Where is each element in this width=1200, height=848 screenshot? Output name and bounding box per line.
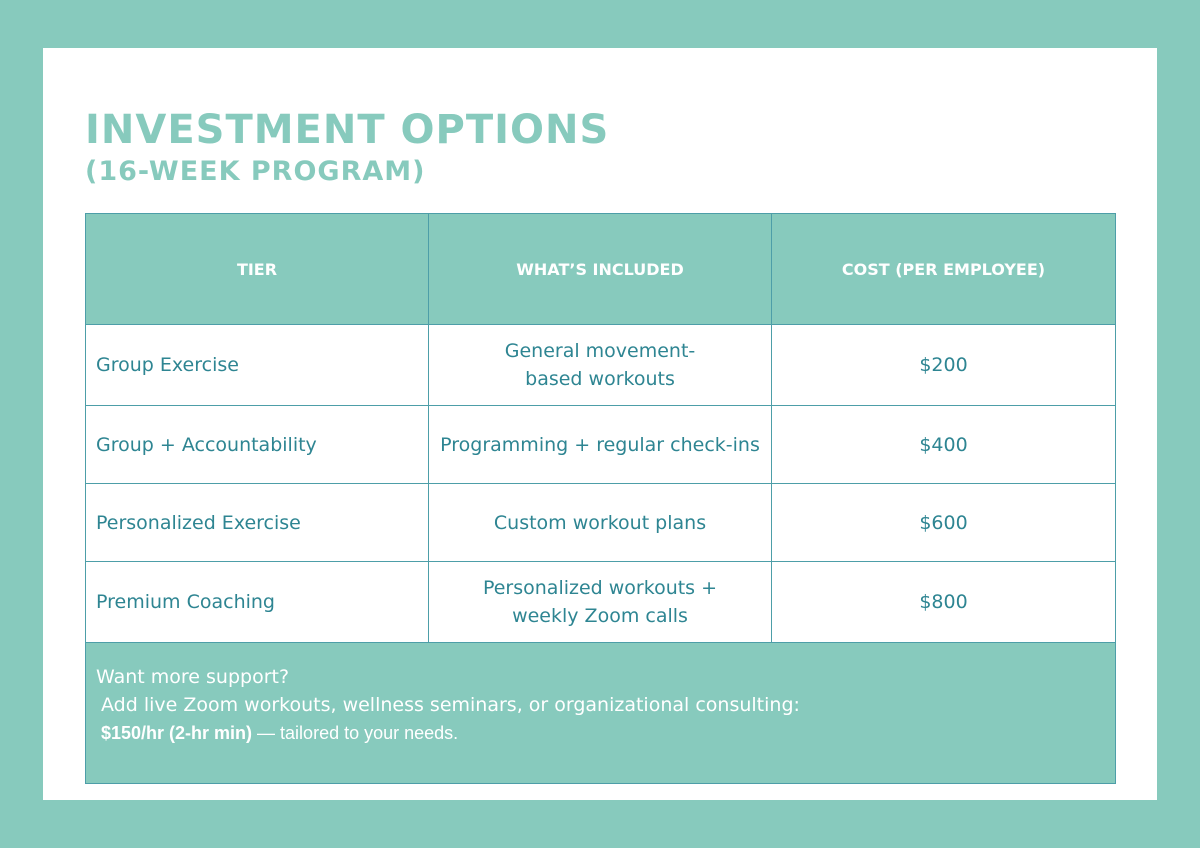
support-description: Add live Zoom workouts, wellness seminars, or organizational consulting: <box>101 694 800 716</box>
included-cell: General movement-based workouts <box>429 325 772 406</box>
table-row <box>86 562 1116 643</box>
included-cell: Programming + regular check-ins <box>429 406 772 484</box>
header-included: WHAT’S INCLUDED <box>429 214 772 325</box>
table-row <box>86 484 1116 562</box>
cost-cell: $600 <box>772 484 1116 562</box>
support-heading: Want more support? <box>96 666 290 688</box>
support-rate: $150/hr (2-hr min) <box>101 723 253 743</box>
support-rate-suffix: — tailored to your needs. <box>252 723 459 743</box>
included-cell: Custom workout plans <box>429 484 772 562</box>
support-note <box>86 643 1116 784</box>
cost-cell: $400 <box>772 406 1116 484</box>
tier-cell: Group Exercise <box>86 325 429 406</box>
tier-cell: Personalized Exercise <box>86 484 429 562</box>
table-row <box>86 325 1116 406</box>
included-cell: Personalized workouts + weekly Zoom calls <box>429 562 772 643</box>
support-rate-line <box>96 719 1105 747</box>
page-subtitle: (16-WEEK PROGRAM) <box>85 156 426 187</box>
cost-cell: $800 <box>772 562 1116 643</box>
table-row <box>86 406 1116 484</box>
cost-cell: $200 <box>772 325 1116 406</box>
tier-cell: Premium Coaching <box>86 562 429 643</box>
page-title: INVESTMENT OPTIONS <box>85 107 610 153</box>
header-tier: TIER <box>86 214 429 325</box>
content-card <box>43 48 1157 800</box>
table-footer-row <box>86 643 1116 784</box>
pricing-table <box>85 213 1116 784</box>
header-cost: COST (PER EMPLOYEE) <box>772 214 1116 325</box>
tier-cell: Group + Accountability <box>86 406 429 484</box>
table-header-row <box>86 214 1116 325</box>
